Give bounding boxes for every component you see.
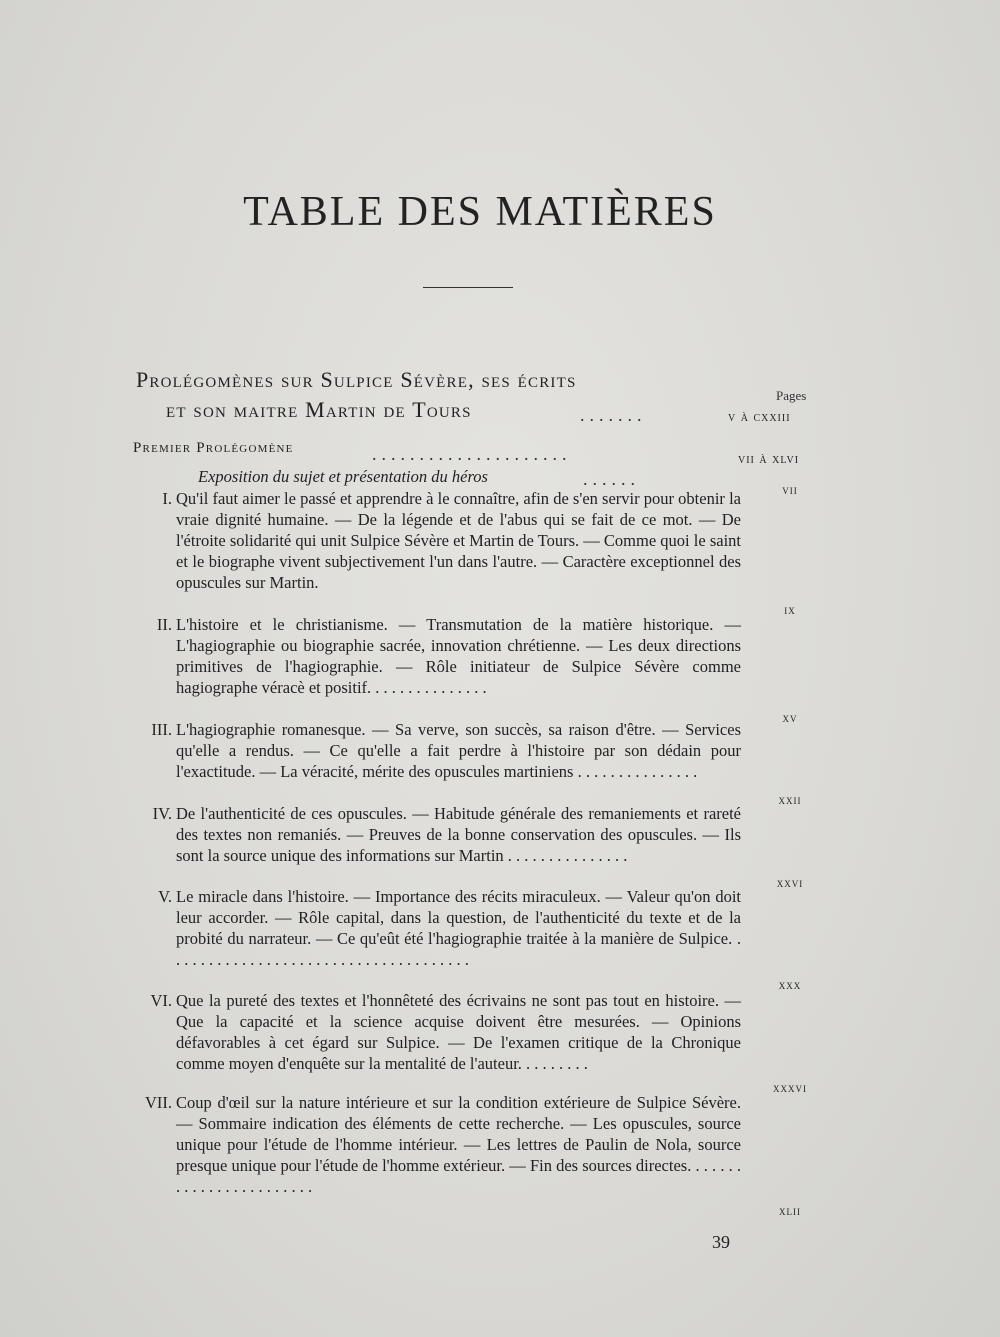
entry-page: xxii [778, 792, 802, 807]
entry-page: xv [782, 710, 798, 725]
entry-text: Le miracle dans l'histoire. — Importance des récits miraculeux. — Valeur qu'on doit leur accorder. — Rôle capital, dans la question, de l'authenticité du texte et de la probité du narrateur. — Ce qu'eût été l'hagiographie traitée à la manière de Sulpice. . . . . . . . . . . . . . . . . . . . . . . . . . . . . . . . . . . . . . [176, 887, 741, 969]
main-heading-range: v à cxxiii [728, 410, 791, 425]
entry-text: De l'authenticité de ces opuscules. — Habitude générale des remaniements et rareté des textes non remaniés. — Preuves de la bonne conservation des opuscules. — Ils sont la source unique des informations sur Martin . . . . . . . . . . . . . . . [176, 804, 741, 865]
entry-page: xxxvi [773, 1080, 807, 1095]
entry-page: xxvi [776, 875, 804, 890]
sub-heading: Premier Prolégomène [133, 440, 294, 456]
entry-page: ix [784, 602, 796, 617]
page-number: 39 [712, 1232, 730, 1252]
main-heading-line2: et son maitre Martin de Tours [166, 397, 472, 422]
entry-number: VII. [144, 1093, 172, 1112]
exposition-dots: ...... [583, 469, 640, 489]
main-heading [120, 365, 820, 425]
title-rule [423, 287, 513, 288]
main-heading-line1: Prolégomènes sur Sulpice Sévère, ses écrits [136, 367, 577, 392]
exposition-line: Exposition du sujet et présentation du héros [198, 467, 488, 486]
exposition-page: vii [782, 482, 798, 497]
entry-number: IV. [152, 804, 172, 823]
entry-number: VI. [150, 991, 172, 1010]
entry-text: Qu'il faut aimer le passé et apprendre à le connaître, afin de s'en servir pour obtenir la vraie dignité humaine. — De la légende et de l'abus qui se fait de ce mot. — De l'étroite solidarité qui unit Sulpice Sévère et Martin de Tours. — Comme quoi le saint et le biographe vivent subjectivement l'un dans l'autre. — Caractère exceptionnel des opuscules sur Martin. [176, 489, 741, 592]
pages-column-label: Pages [776, 388, 807, 403]
entry-text: L'histoire et le christianisme. — Transmutation de la matière historique. — L'hagiographie ou biographie sacrée, innovation chrétienne. — Les deux directions primitives de l'hagiographie. — Rôle initiateur de Sulpice Sévère comme hagiographe véracè et positif. . . . . . . . . . . . . . . [176, 615, 741, 697]
entry-number: I. [162, 489, 172, 508]
entry-text: Coup d'œil sur la nature intérieure et sur la condition extérieure de Sulpice Sévère. — Sommaire indication des éléments de cette recherche. — Les opuscules, source unique pour l'étude de l'homme intérieur. — Les lettres de Paulin de Nola, source presque unique pour l'étude de l'homme extérieur. — Fin des sources directes. . . . . . . . . . . . . . . . . . . . . . . . [176, 1093, 741, 1196]
entry-page: xxx [778, 977, 802, 992]
entry-number: III. [151, 720, 172, 739]
sub-heading-dots: ..................... [372, 444, 572, 464]
main-heading-dots: ....... [580, 405, 647, 425]
entry-number: V. [158, 887, 172, 906]
page-title: TABLE DES MATIÈRES [243, 189, 717, 235]
entry-text: L'hagiographie romanesque. — Sa verve, son succès, sa raison d'être. — Services qu'elle a rendus. — Ce qu'elle a fait perdre à l'histoire par son dédain pour l'exactitude. — La véracité, mérite des opuscules martiniens . . . . . . . . . . . . . . . [176, 720, 741, 781]
entry-page: xlii [779, 1203, 801, 1218]
entry-number: II. [156, 615, 172, 634]
entry-text: Que la pureté des textes et l'honnêteté des écrivains ne sont pas tout en histoire. — Que la capacité et la science acquise doivent être mesurées. — Opinions défavorables à cet égard sur Sulpice. — De l'examen critique de la Chronique comme moyen d'enquête sur la mentalité de l'auteur. . . . . . . . . [176, 991, 741, 1073]
sub-heading-range: vii à xlvi [738, 452, 800, 467]
